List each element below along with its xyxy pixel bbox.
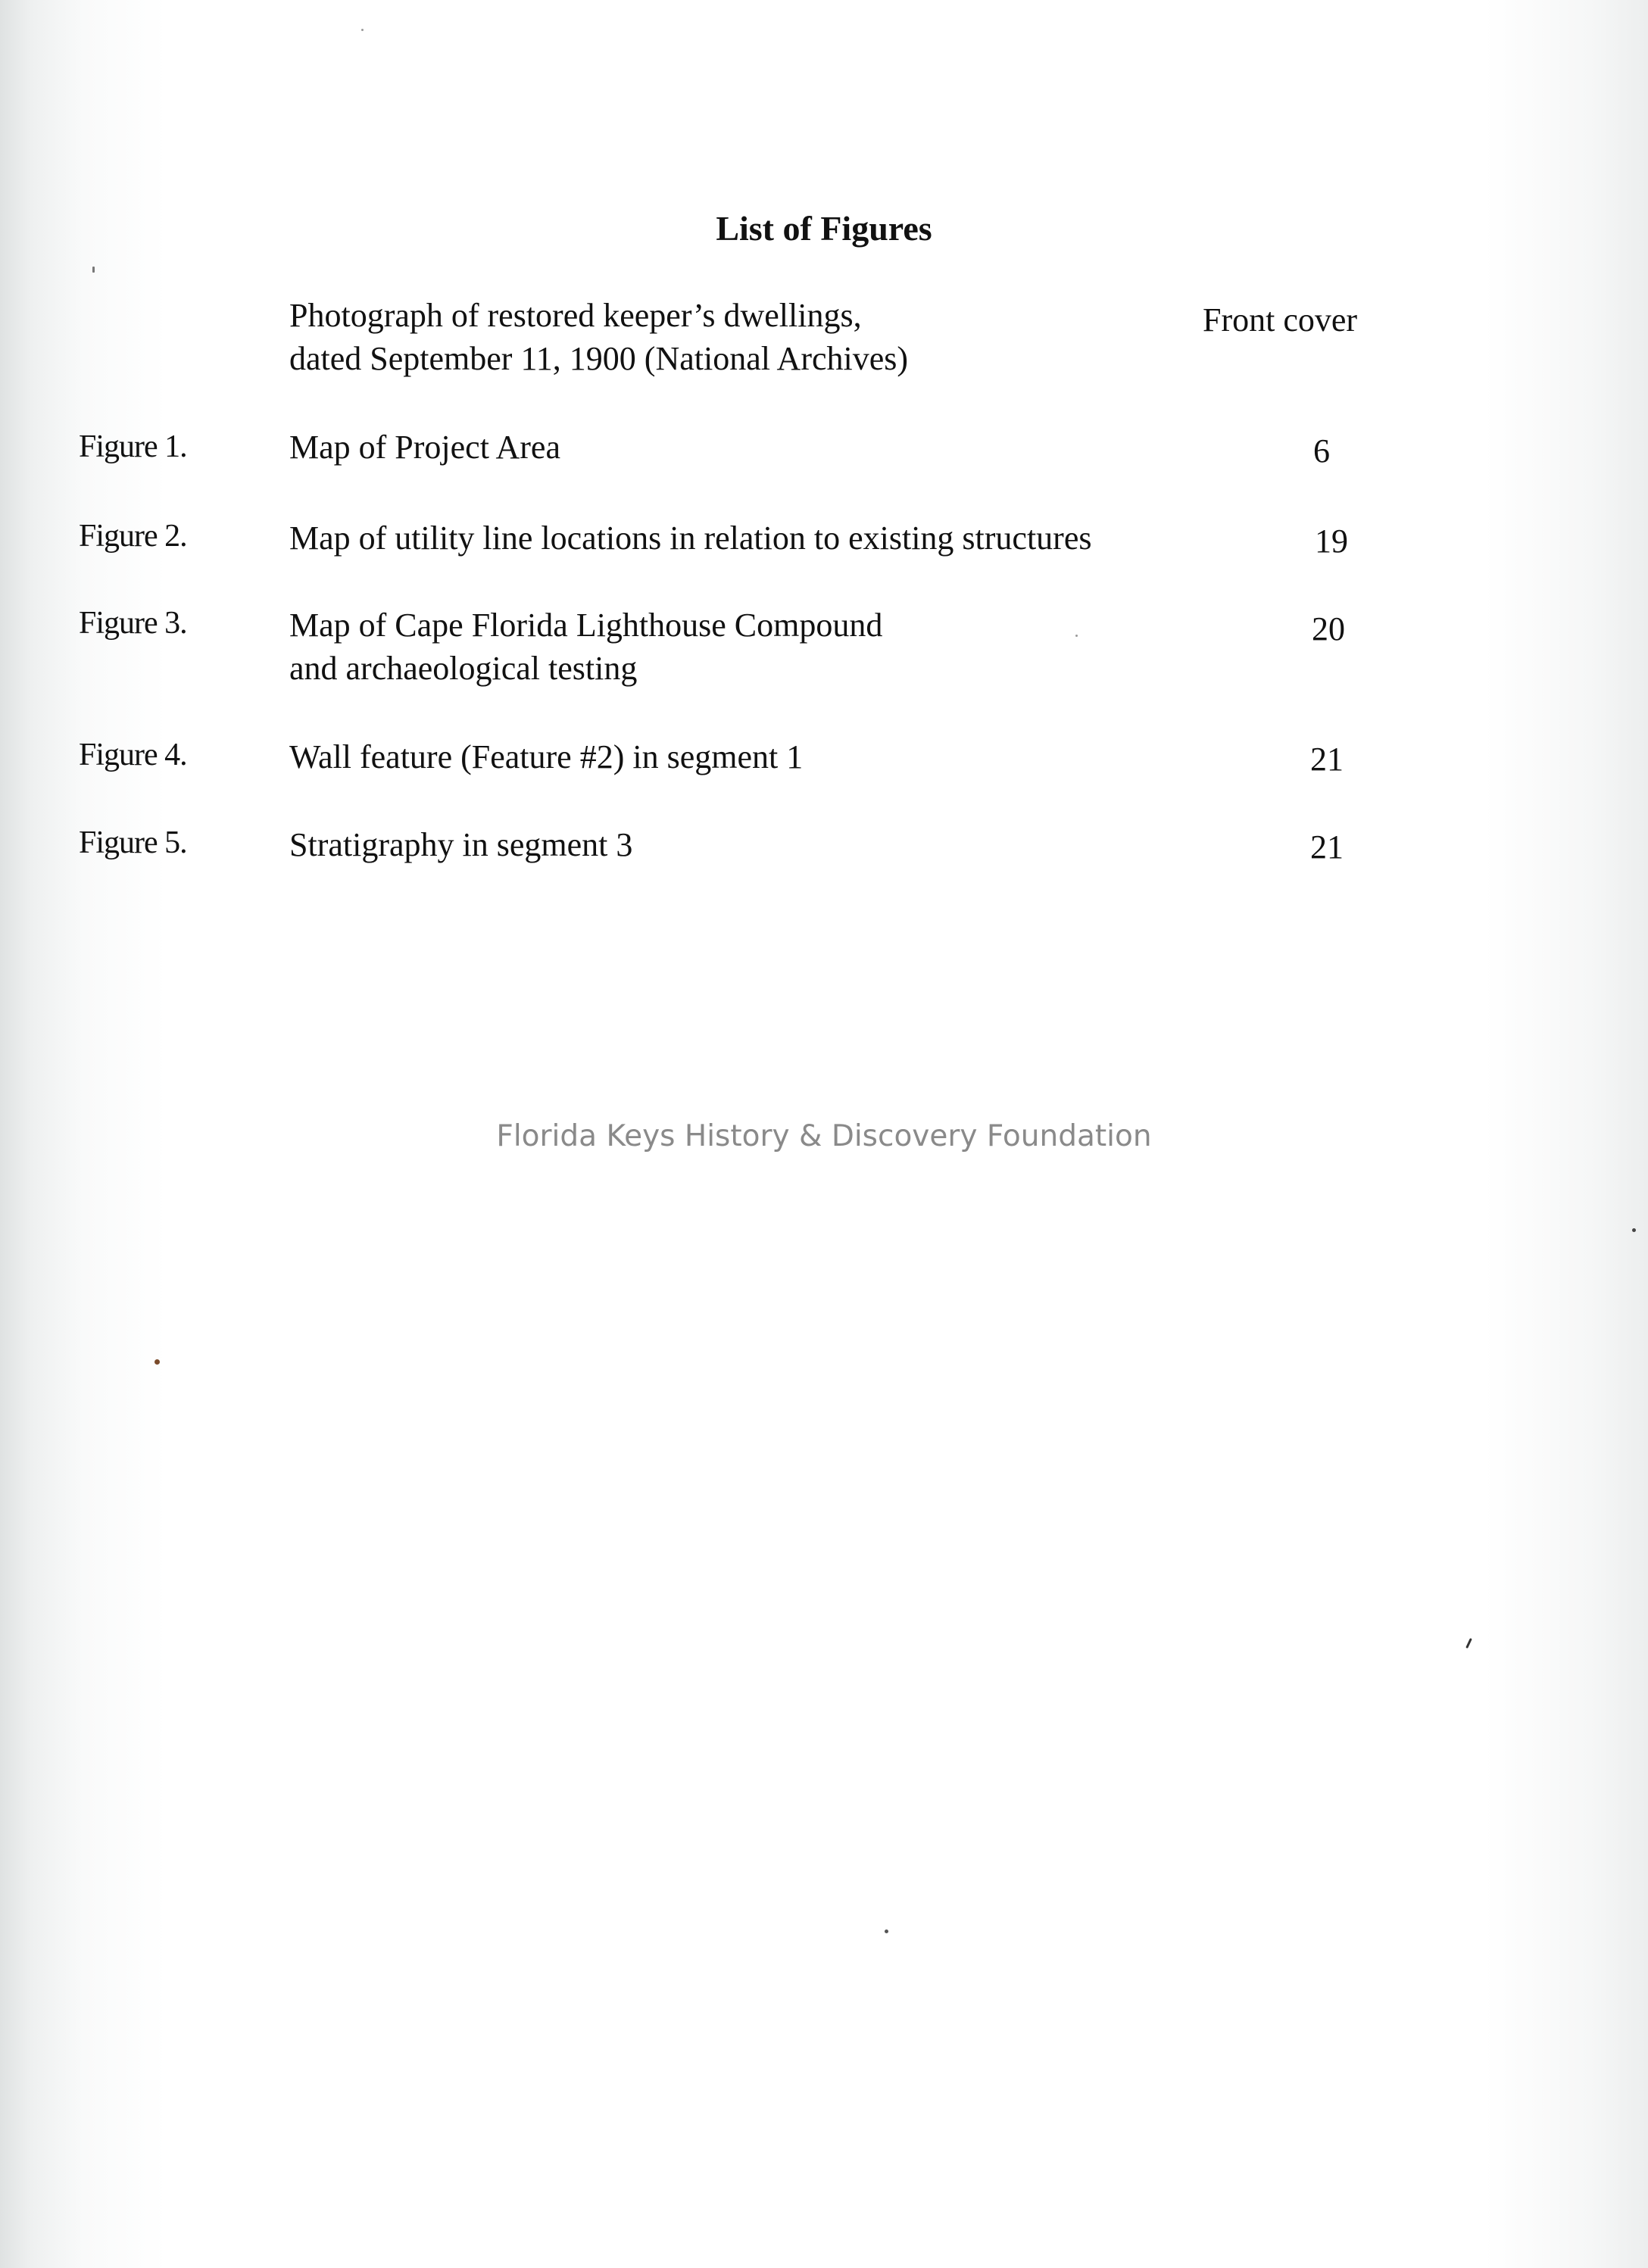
- scan-speck: [1465, 1638, 1472, 1649]
- figure-label-1: Figure 1.: [79, 429, 187, 464]
- figure-page-2: 19: [1315, 523, 1348, 560]
- front-matter-page: Front cover: [1203, 301, 1358, 338]
- scan-speck: [361, 29, 364, 31]
- figure-label-4: Figure 4.: [79, 738, 187, 772]
- figure-label-5: Figure 5.: [79, 825, 187, 860]
- figure-title-2: Map of utility line locations in relation to existing structures: [289, 519, 1092, 557]
- figure-title-3: Map of Cape Florida Lighthouse Compound: [289, 607, 883, 644]
- front-matter-line-2: dated September 11, 1900 (National Archives): [289, 340, 909, 377]
- figure-page-5: 21: [1310, 828, 1344, 866]
- watermark: Florida Keys History & Discovery Foundation: [496, 1119, 1152, 1153]
- figure-title-4: Wall feature (Feature #2) in segment 1: [289, 738, 804, 775]
- figure-label-2: Figure 2.: [79, 519, 187, 554]
- figure-title-1: Map of Project Area: [289, 429, 560, 466]
- page-title: List of Figures: [716, 209, 932, 248]
- scan-speck: [92, 267, 95, 273]
- scan-speck: [1632, 1228, 1636, 1232]
- figure-page-3: 20: [1312, 610, 1345, 647]
- figure-title-3-line-2: and archaeological testing: [289, 650, 638, 687]
- figure-label-3: Figure 3.: [79, 606, 187, 641]
- figure-title-5: Stratigraphy in segment 3: [289, 826, 633, 863]
- scan-speck: [154, 1359, 160, 1365]
- front-matter-line-1: Photograph of restored keeper’s dwellings,: [289, 297, 862, 334]
- scan-speck: [1075, 635, 1078, 637]
- figure-page-4: 21: [1310, 741, 1344, 778]
- scan-speck: [885, 1930, 888, 1933]
- figure-page-1: 6: [1313, 432, 1330, 470]
